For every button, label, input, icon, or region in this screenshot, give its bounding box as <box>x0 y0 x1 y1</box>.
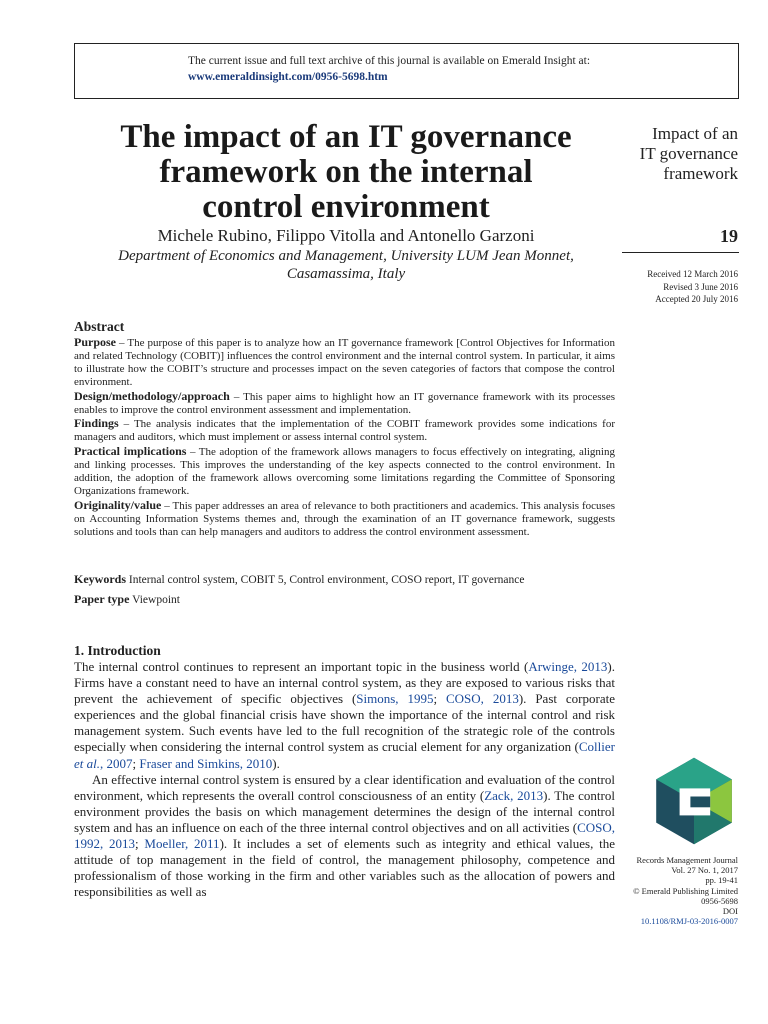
doi-label: DOI <box>722 906 738 917</box>
body-text: ). The control environment provides the basis on which management determines the design of the internal control system and has an influence on each of the three internal control objectives and on all activities ( <box>74 787 615 835</box>
logo-letter-inner <box>690 797 710 808</box>
body-text: ). <box>272 755 280 771</box>
journal-pages: pp. 19-41 <box>705 875 738 886</box>
running-head-line: framework <box>663 164 738 183</box>
introduction-body <box>74 659 615 900</box>
emerald-publishing-logo-icon <box>649 756 739 846</box>
side-divider <box>622 252 739 253</box>
body-paragraph <box>74 659 615 772</box>
author-list: Michele Rubino, Filippo Vitolla and Antonello Garzoni <box>157 226 535 245</box>
paper-type-text: Viewpoint <box>129 594 180 606</box>
citation-link[interactable]: Moeller, 2011 <box>144 836 220 852</box>
body-text: The internal control continues to represent an important topic in the business world ( <box>74 659 529 674</box>
citation-link[interactable]: COSO, 1992, 2013 <box>74 819 615 852</box>
citation-link[interactable]: Collier <box>578 739 615 755</box>
abstract-text: – The adoption of the framework allows managers to focus effectively on integrating, aligning and linking processes. This improves the understanding of the key aspects connected to the control environment. In addition, the adoption of the framework allows overcoming some limitations regarding the Committee of Sponsoring Organizations framework. <box>74 446 615 497</box>
abstract-originality <box>74 499 615 539</box>
journal-publisher: © Emerald Publishing Limited <box>633 885 738 896</box>
citation-link[interactable]: Simons, 1995 <box>356 691 434 707</box>
introduction-heading: 1. Introduction <box>74 643 161 658</box>
body-paragraph <box>74 772 615 901</box>
body-text: ; <box>135 836 145 852</box>
abstract-text: – The analysis indicates that the implementation of the COBIT framework provides some indications for managers and auditors, which must implement or assess internal control system. <box>74 418 615 444</box>
keywords-text: Internal control system, COBIT 5, Control environment, COSO report, IT governance <box>126 574 525 586</box>
revised-date: Revised 3 June 2016 <box>663 281 738 292</box>
journal-volume: Vol. 27 No. 1, 2017 <box>671 865 738 876</box>
journal-info <box>600 855 738 926</box>
journal-name: Records Management Journal <box>636 855 738 865</box>
archive-notice-text: The current issue and full text archive of this journal is available on Emerald Insight at: <box>188 55 591 67</box>
received-date: Received 12 March 2016 <box>647 269 738 279</box>
running-head-line: Impact of an <box>652 124 738 143</box>
title-line: The impact of an IT governance <box>120 119 572 155</box>
abstract-label: Originality/value <box>74 497 162 512</box>
paper-type-label: Paper type <box>74 592 130 606</box>
article-history <box>600 268 738 306</box>
abstract-label: Design/methodology/approach <box>74 388 230 403</box>
title-line: control environment <box>202 189 490 225</box>
doi-link[interactable]: 10.1108/RMJ-03-2016-0007 <box>640 916 738 927</box>
citation-link[interactable]: Zack, 2013 <box>484 787 544 803</box>
body-text: ). Firms have a constant need to have an internal control system, as they are exposed to various risks that prevent the achievement of specific objectives ( <box>74 659 615 707</box>
doi-line <box>600 906 738 926</box>
abstract-body <box>74 336 615 540</box>
article-title <box>74 120 618 225</box>
author-affiliation <box>74 247 618 283</box>
body-text: ; <box>132 755 140 771</box>
abstract-label: Practical implications <box>74 444 187 459</box>
abstract-text: – This paper addresses an area of relevance to both practitioners and academics. This analysis focuses on Accounting Information Systems themes and, through the examination of an IT governance framework, suggests solutions and tools than can help managers and auditors to address the control environment assessment. <box>74 499 615 538</box>
citation-link[interactable]: Fraser and Simkins, 2010 <box>139 755 273 771</box>
citation-link[interactable]: COSO, 2013 <box>445 691 519 707</box>
archive-url-link[interactable]: www.emeraldinsight.com/0956-5698.htm <box>188 71 388 83</box>
affiliation-line: Department of Economics and Management, University LUM Jean Monnet, <box>118 248 574 264</box>
paper-type <box>74 592 615 607</box>
body-text: ). It includes a set of elements such as integrity and ethical values, the attitude of top management in the field of control, the management philosophy, competence and professionalism of those working in the firm and other variables such as the allocation of powers and responsibilities as well as <box>74 836 615 900</box>
journal-issn: 0956-5698 <box>701 895 738 906</box>
citation-link[interactable]: , 2007 <box>100 755 133 771</box>
body-text: ). Past corporate experiences and the global financial crisis have shown the importance of the internal control and risk management system. Such events have led to the full recognition of the strategic role of the controls especially when considering the internal control system as crucial element for any organization ( <box>74 691 615 755</box>
abstract-label: Findings <box>74 416 119 431</box>
citation-link[interactable]: et al. <box>74 755 100 771</box>
title-line: framework on the internal <box>159 154 533 190</box>
running-head-line: IT governance <box>639 144 738 163</box>
abstract-purpose <box>74 336 615 389</box>
keywords <box>74 572 615 587</box>
abstract-practical <box>74 445 615 498</box>
running-head <box>610 124 738 184</box>
affiliation-line: Casamassima, Italy <box>286 266 406 282</box>
abstract-text: – The purpose of this paper is to analyze how an IT governance framework [Control Objectives for Information and related Technology (COBIT)] influences the control environment and the internal control system. In particular, it aims to illustrate how the COBIT’s structure and processes impact on the seven categories of factors that compose the control environment. <box>74 337 615 388</box>
accepted-date: Accepted 20 July 2016 <box>655 294 738 304</box>
body-text: ; <box>433 691 446 707</box>
abstract-findings <box>74 417 615 444</box>
body-text: An effective internal control system is ensured by a clear identification and evaluation of the control environment, which represents the overall control consciousness of an entity ( <box>74 771 615 803</box>
abstract-heading: Abstract <box>74 319 125 334</box>
abstract-label: Purpose <box>74 335 116 349</box>
keywords-label: Keywords <box>74 572 126 586</box>
abstract-design <box>74 390 615 417</box>
citation-link[interactable]: Arwinge, 2013 <box>528 659 608 674</box>
archive-notice-box <box>74 43 739 99</box>
abstract-text: – This paper aims to highlight how an IT governance framework with its processes enables to improve the control environment assessment and implementation. <box>74 390 615 416</box>
page-number: 19 <box>720 226 738 246</box>
